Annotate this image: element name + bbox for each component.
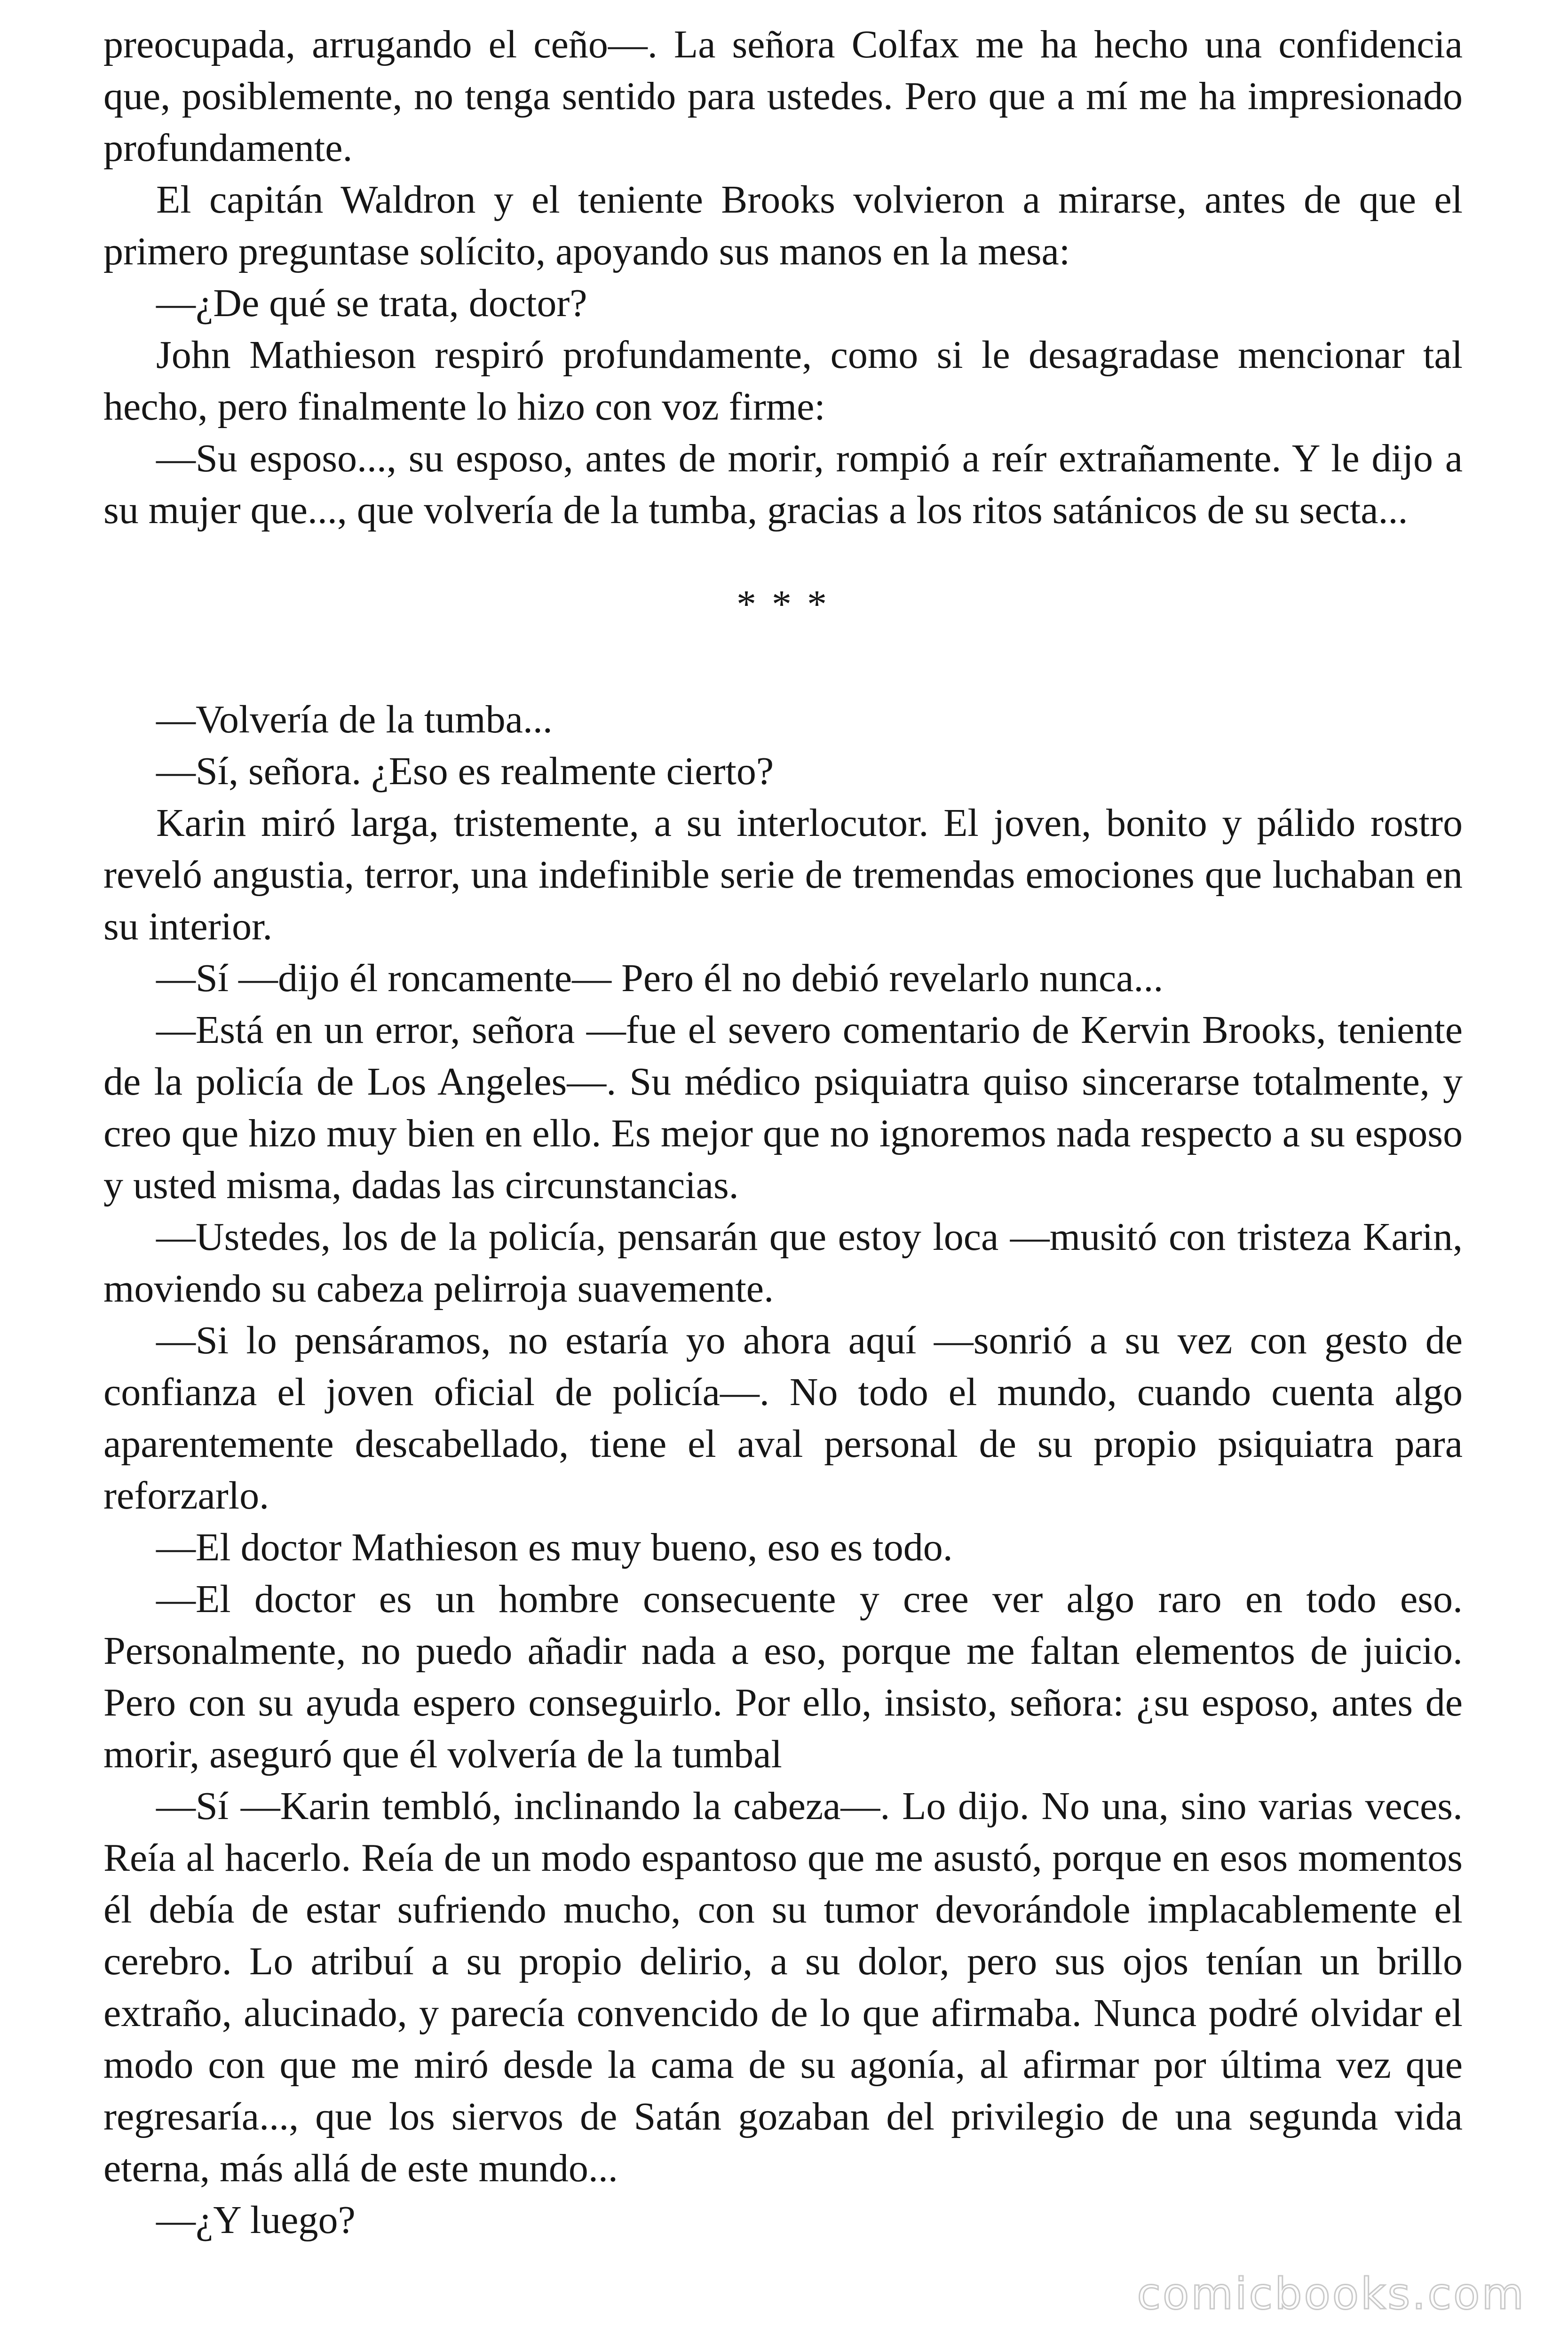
dialogue-paragraph: —Ustedes, los de la policía, pensarán que estoy loca —musitó con tristeza Karin, moviendo su cabeza pelirroja suavemente. [103, 1215, 1463, 1311]
watermark-logo: comicbooks.com [1137, 2269, 1526, 2319]
paragraph: El capitán Waldron y el teniente Brooks volvieron a mirarse, antes de que el primero preguntase solícito, apoyando sus manos en la mesa: [103, 178, 1463, 273]
dialogue-paragraph: —Está en un error, señora —fue el severo comentario de Kervin Brooks, teniente de la policía de Los Angeles—. Su médico psiquiatra quiso sincerarse totalmente, y creo que hizo muy bien en ello. Es mejor que no ignoremos nada respecto a su esposo y usted misma, dadas las circunstancias. [103, 1008, 1463, 1207]
paragraph: John Mathieson respiró profundamente, como si le desagradase mencionar tal hecho, pero finalmente lo hizo con voz firme: [103, 333, 1463, 429]
dialogue-line: —¿Y luego? [156, 2198, 356, 2242]
dialogue-paragraph: —El doctor es un hombre consecuente y cree ver algo raro en todo eso. Personalmente, no puedo añadir nada a eso, porque me faltan elementos de juicio. Pero con su ayuda espero conseguirlo. Por ello, insisto, señora: ¿su esposo, antes de morir, aseguró que él volvería de la tumbal [103, 1577, 1463, 1776]
paragraph: Karin miró larga, tristemente, a su interlocutor. El joven, bonito y pálido rostro reveló angustia, terror, una indefinible serie de tremendas emociones que luchaban en su interior. [103, 801, 1463, 948]
dialogue-line: —¿De qué se trata, doctor? [156, 281, 587, 325]
dialogue-line: —Sí, señora. ¿Eso es realmente cierto? [156, 749, 774, 793]
book-page [103, 19, 1463, 2246]
section-separator: * * * [736, 582, 830, 626]
dialogue-paragraph: —Su esposo..., su esposo, antes de morir, rompió a reír extrañamente. Y le dijo a su mujer que..., que volvería de la tumba, gracias a los ritos satánicos de su secta... [103, 437, 1463, 532]
dialogue-paragraph: —Sí —Karin tembló, inclinando la cabeza—. Lo dijo. No una, sino varias veces. Reía al hacerlo. Reía de un modo espantoso que me asustó, porque en esos momentos él debía de estar sufriendo mucho, con su tumor devorándole implacablemente el cerebro. Lo atribuí a su propio delirio, a su dolor, pero sus ojos tenían un brillo extraño, alucinado, y parecía convencido de lo que afirmaba. Nunca podré olvidar el modo con que me miró desde la cama de su agonía, al afirmar por última vez que regresaría..., que los siervos de Satán gozaban del privilegio de una segunda vida eterna, más allá de este mundo... [103, 1784, 1463, 2190]
dialogue-line: —Sí —dijo él roncamente— Pero él no debió revelarlo nunca... [156, 956, 1164, 1000]
dialogue-line: —El doctor Mathieson es muy bueno, eso es todo. [156, 1526, 953, 1569]
dialogue-line: —Volvería de la tumba... [156, 698, 553, 741]
paragraph-continuation: preocupada, arrugando el ceño—. La señora Colfax me ha hecho una confidencia que, posiblemente, no tenga sentido para ustedes. Pero que a mí me ha impresionado profundamente. [103, 23, 1463, 170]
dialogue-paragraph: —Si lo pensáramos, no estaría yo ahora aquí —sonrió a su vez con gesto de confianza el joven oficial de policía—. No todo el mundo, cuando cuenta algo aparentemente descabellado, tiene el aval personal de su propio psiquiatra para reforzarlo. [103, 1319, 1463, 1518]
